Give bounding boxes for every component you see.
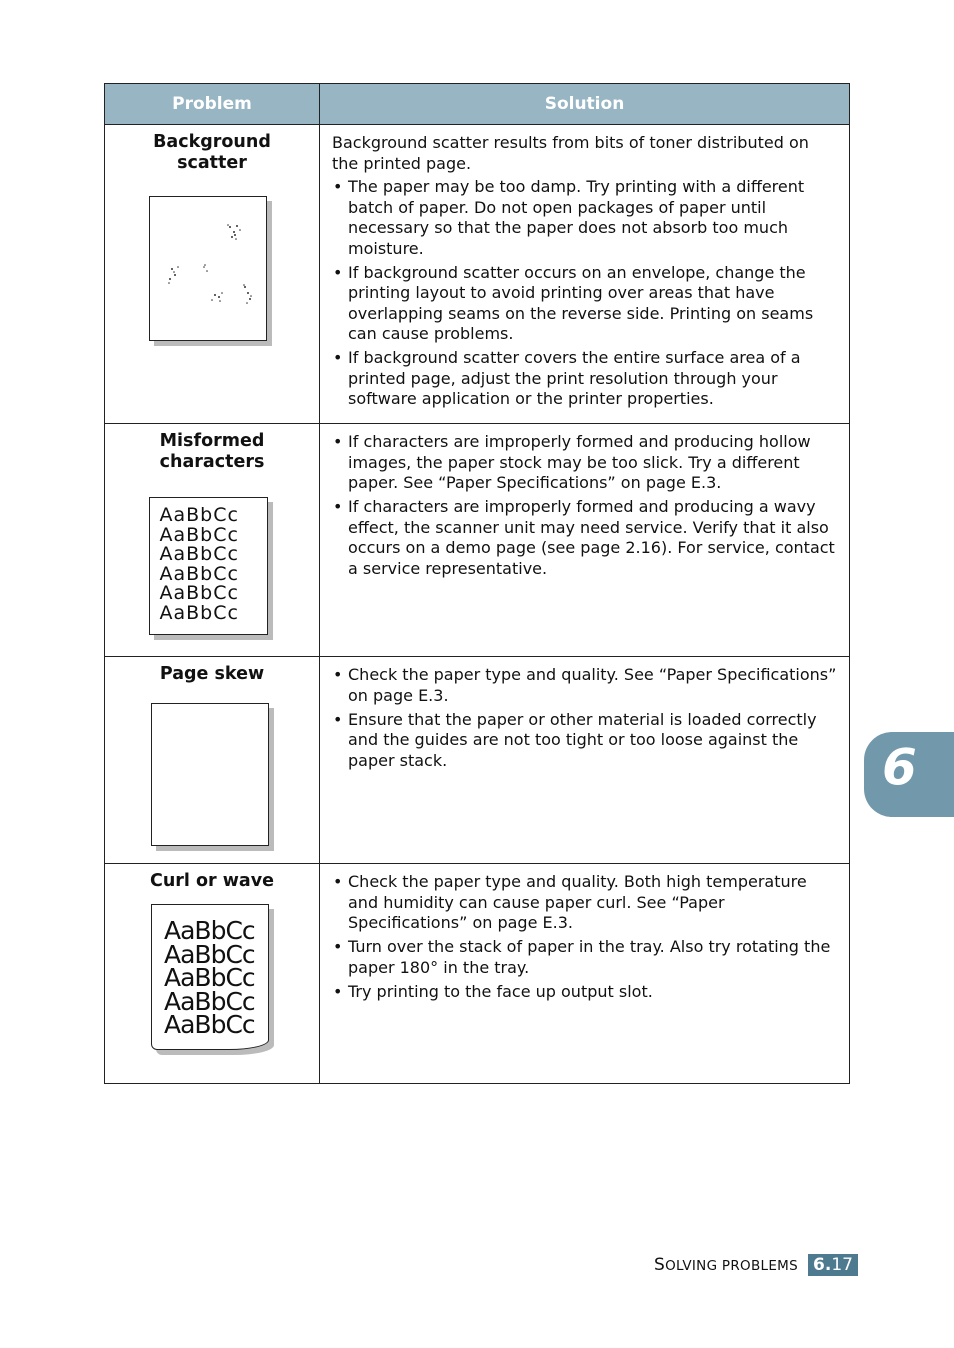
page-chapter: 6. bbox=[813, 1255, 832, 1275]
solution-item: • If characters are improperly formed and producing hollow images, the paper stock may be too slick. Try a different paper. See “Paper Specifications” on page E.3. bbox=[332, 432, 837, 494]
chapter-tab bbox=[864, 732, 954, 817]
header-solution: Solution bbox=[320, 84, 850, 125]
sample-text: AaBbCc bbox=[164, 963, 255, 992]
solution-list bbox=[332, 872, 837, 1002]
problem-title bbox=[105, 132, 319, 174]
solution-item: • Ensure that the paper or other material is loaded correctly and the guides are not too tight or too loose against the paper stack. bbox=[332, 710, 837, 772]
sample-text: AaBbCc bbox=[164, 939, 255, 969]
sample-text: AaBbCc bbox=[159, 523, 239, 546]
solution-item: • Check the paper type and quality. Both high temperature and humidity can cause paper curl. See “Paper Specifications” on page E.3. bbox=[332, 872, 837, 934]
header-problem: Problem bbox=[105, 84, 320, 125]
sample-text: AaBbCc bbox=[159, 504, 239, 526]
problem-title-line: scatter bbox=[177, 153, 247, 173]
problem-title-line: Page skew bbox=[159, 664, 265, 684]
sample-text: AaBbCc bbox=[164, 916, 255, 945]
problem-title bbox=[105, 431, 319, 473]
solution-list bbox=[332, 665, 837, 771]
page-footer bbox=[654, 1254, 858, 1276]
problem-title-line: Background bbox=[153, 132, 271, 152]
background-scatter-illustration bbox=[149, 196, 267, 341]
page-skew-illustration bbox=[151, 703, 269, 846]
problem-title-line: characters bbox=[159, 452, 265, 472]
sample-text: AaBbCc bbox=[164, 986, 255, 1016]
solution-item: • Check the paper type and quality. See “Paper Specifications” on page E.3. bbox=[332, 665, 837, 706]
solution-item: • If background scatter covers the entire surface area of a printed page, adjust the print resolution through your software application or the printer properties. bbox=[332, 348, 837, 410]
footer-initial: S bbox=[654, 1255, 666, 1275]
sample-text: AaBbCc bbox=[164, 1010, 255, 1039]
solution-list bbox=[332, 432, 837, 579]
problem-title bbox=[105, 871, 319, 892]
sample-text: AaBbCc bbox=[159, 582, 239, 604]
solution-item: • Try printing to the face up output slot. bbox=[332, 982, 837, 1003]
chapter-number: 6 bbox=[882, 738, 917, 796]
sample-text: AaBbCc bbox=[159, 562, 239, 585]
toner-scatter-icon bbox=[150, 197, 266, 340]
page-number bbox=[808, 1254, 858, 1276]
sample-text: AaBbCc bbox=[159, 601, 239, 624]
problem-title bbox=[105, 664, 319, 685]
solution-item: • If characters are improperly formed and producing a wavy effect, the scanner unit may need service. Verify that it also occurs on a demo page (see page 2.16). For service, contact a service representative. bbox=[332, 497, 837, 579]
table-row bbox=[105, 657, 850, 864]
solution-item: • If background scatter occurs on an envelope, change the printing layout to avoid printing over areas that have overlapping seams on the reverse side. Printing on seams can cause problems. bbox=[332, 263, 837, 345]
table-row bbox=[105, 125, 850, 424]
solution-item: • The paper may be too damp. Try printing with a different batch of paper. Do not open packages of paper until necessary so that the paper does not absorb too much moisture. bbox=[332, 177, 837, 259]
problem-title-line: Curl or wave bbox=[149, 871, 275, 891]
sample-text: AaBbCc bbox=[159, 543, 239, 565]
solution-intro: Background scatter results from bits of toner distributed on the printed page. bbox=[332, 133, 809, 173]
footer-rest: OLVING PROBLEMS bbox=[665, 1258, 799, 1274]
problem-title-line: Misformed bbox=[159, 431, 265, 451]
footer-section-title bbox=[654, 1255, 798, 1275]
solution-item: • Turn over the stack of paper in the tray. Also try rotating the paper 180° in the tray. bbox=[332, 937, 837, 978]
misformed-characters-illustration bbox=[149, 497, 268, 635]
table-row bbox=[105, 424, 850, 657]
troubleshooting-table bbox=[104, 83, 850, 1084]
solution-list bbox=[332, 177, 837, 410]
table-row bbox=[105, 864, 850, 1084]
page-num: 17 bbox=[831, 1255, 853, 1275]
curl-wave-illustration bbox=[151, 904, 269, 1050]
